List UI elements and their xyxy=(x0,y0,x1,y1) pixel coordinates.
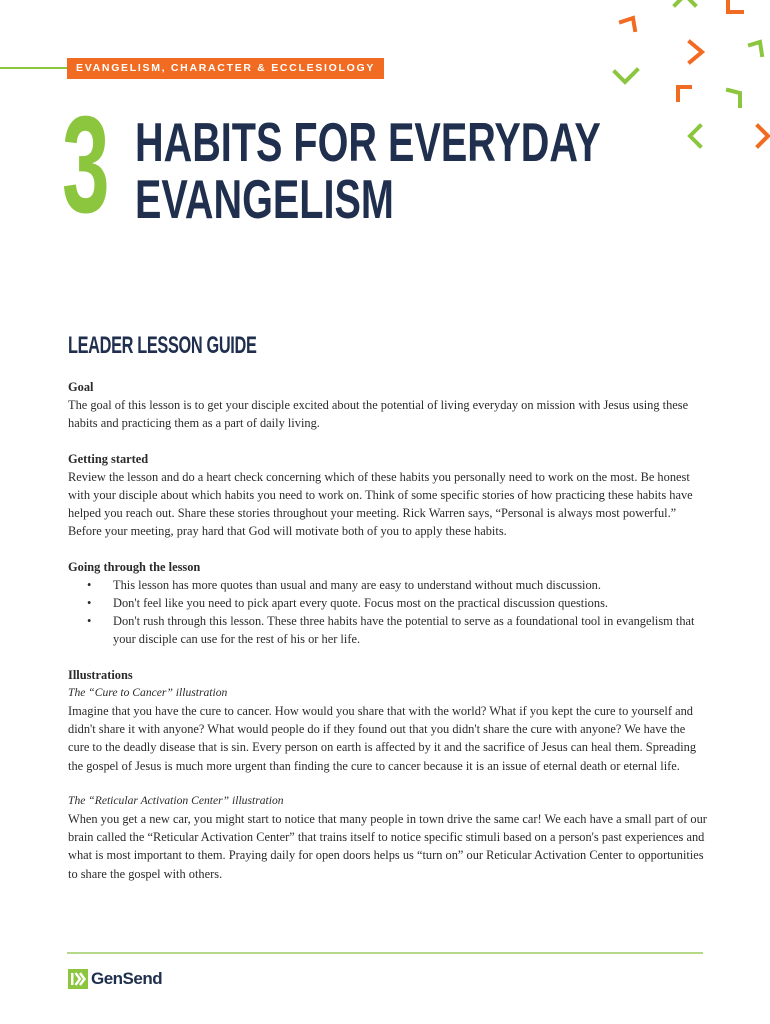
going-through-section xyxy=(68,558,708,649)
list-item xyxy=(68,594,708,612)
illustration-reticular-activation xyxy=(68,792,708,883)
lesson-guide-content xyxy=(68,378,708,883)
bullet-icon: • xyxy=(87,596,92,611)
getting-started-text: Review the lesson and do a heart check concerning which of these habits you personally need to work on the most. Be honest with your disciple about which habits you need to work on. Think of some specific stories of how practicing these habits have helped you reach out. Share these stories throughout your meeting. Rick Warren says, “Personal is always most powerful.” Before your meeting, pray hard that God will motivate both of you to apply these habits. xyxy=(68,469,693,539)
lesson-number: 3 xyxy=(62,88,110,242)
goal-section xyxy=(68,378,708,433)
bullet-icon: • xyxy=(87,614,92,629)
goal-heading: Goal xyxy=(68,380,94,394)
getting-started-heading: Getting started xyxy=(68,451,149,466)
list-item-text: This lesson has more quotes than usual and many are easy to understand without much discussion. xyxy=(113,577,601,592)
illustration-cure-to-cancer xyxy=(68,684,708,775)
going-through-heading: Going through the lesson xyxy=(68,559,201,574)
list-item xyxy=(68,576,708,594)
footer-rule xyxy=(67,952,703,954)
getting-started-section xyxy=(68,450,708,541)
list-item xyxy=(68,612,708,648)
illustration-subtitle: The “Cure to Cancer” illustration xyxy=(68,685,228,699)
lesson-guide-heading: LEADER LESSON GUIDE xyxy=(68,332,257,359)
page-title-line2: EVANGELISM xyxy=(135,168,394,230)
illustrations-heading: Illustrations xyxy=(68,667,133,682)
decorative-chevrons-icon xyxy=(590,0,770,170)
page-title xyxy=(135,111,601,230)
goal-text: The goal of this lesson is to get your disciple excited about the potential of living everyday on mission with Jesus using these habits and practicing them as a part of daily living. xyxy=(68,398,689,431)
gensend-chevron-icon xyxy=(68,969,88,989)
list-item-text: Don't rush through this lesson. These three habits have the potential to serve as a foundational tool in evangelism that your disciple can use for the rest of his or her life. xyxy=(113,614,695,647)
going-through-list xyxy=(68,576,708,649)
illustration-subtitle: The “Reticular Activation Center” illustration xyxy=(68,793,284,807)
gensend-logo xyxy=(68,968,162,990)
list-item-text: Don't feel like you need to pick apart every quote. Focus most on the practical discussion questions. xyxy=(113,596,608,611)
bullet-icon: • xyxy=(87,577,92,592)
illustration-text: Imagine that you have the cure to cancer. How would you share that with the world? What if you kept the cure to yourself and didn't share it with anyone? What would people do if they found out that you didn't share the cure with anyone? We have the cure to the deadly disease that is sin. Every person on earth is affected by it and the sacrifice of Jesus can heal them. Spreading the gospel of Jesus is much more urgent than finding the cure to cancer because it is an issue of eternal death or eternal life. xyxy=(68,704,697,773)
logo-text: GenSend xyxy=(91,969,163,988)
page-title-line1: HABITS FOR EVERYDAY xyxy=(135,111,601,173)
illustration-text: When you get a new car, you might start to notice that many people in town drive the same car! We each have a small part of our brain called the “Reticular Activation Center” that trains itself to notice specific stimuli based on a person's past experiences and what is most important to them. Praying daily for open doors helps us “turn on” our Reticular Activation Center to opportunities to share the gospel with others. xyxy=(68,812,707,881)
illustrations-section xyxy=(68,666,708,883)
category-label: EVANGELISM, CHARACTER & ECCLESIOLOGY xyxy=(67,58,384,79)
